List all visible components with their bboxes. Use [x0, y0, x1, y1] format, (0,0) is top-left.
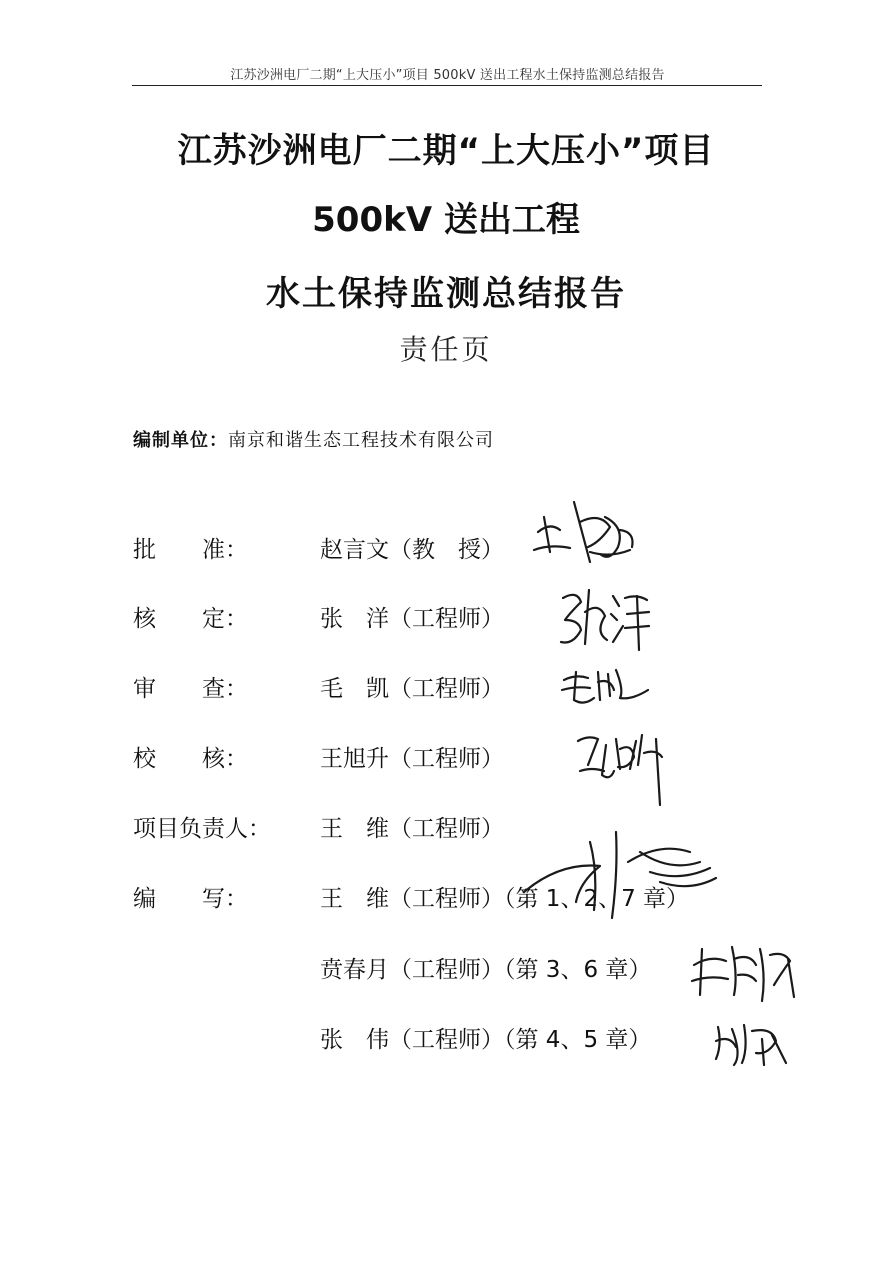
- signature-author-1: [520, 822, 730, 932]
- running-header: 江苏沙洲电厂二期“上大压小”项目 500kV 送出工程水土保持监测总结报告: [230, 68, 665, 83]
- page-subtitle: 责任页: [399, 333, 493, 366]
- role-author: 编 写：: [133, 886, 248, 912]
- signature-author-2: [690, 935, 810, 1010]
- compiler-name: 南京和谐生态工程技术有限公司: [228, 430, 494, 451]
- report-title-line-3: 水土保持监测总结报告: [266, 274, 626, 314]
- header-rule: [132, 85, 762, 86]
- signature-check: [570, 725, 685, 810]
- person-verify: 张 洋（工程师）: [320, 606, 504, 632]
- person-approve: 赵言文（教 授）: [320, 537, 504, 563]
- signature-author-3: [712, 1015, 802, 1070]
- report-title-line-1: 江苏沙洲电厂二期“上大压小”项目: [177, 131, 715, 171]
- role-review: 审 查：: [133, 676, 248, 702]
- person-check: 王旭升（工程师）: [320, 746, 504, 772]
- signature-verify: [555, 580, 655, 655]
- person-author-1: 王 维（工程师）（第 1、2、7 章）: [320, 886, 690, 912]
- person-author-2: 贲春月（工程师）（第 3、6 章）: [320, 957, 652, 983]
- signature-approve: [530, 492, 645, 572]
- compiler-label: 编制单位：: [133, 430, 228, 451]
- role-project-lead: 项目负责人：: [133, 816, 271, 842]
- signature-review: [558, 660, 658, 710]
- report-title-line-2: 500kV 送出工程: [312, 200, 580, 240]
- role-check: 校 核：: [133, 746, 248, 772]
- role-approve: 批 准：: [133, 537, 248, 563]
- role-verify: 核 定：: [133, 606, 248, 632]
- person-author-3: 张 伟（工程师）（第 4、5 章）: [320, 1027, 652, 1053]
- compiler-unit: [133, 426, 494, 452]
- person-review: 毛 凯（工程师）: [320, 676, 504, 702]
- person-project-lead: 王 维（工程师）: [320, 816, 504, 842]
